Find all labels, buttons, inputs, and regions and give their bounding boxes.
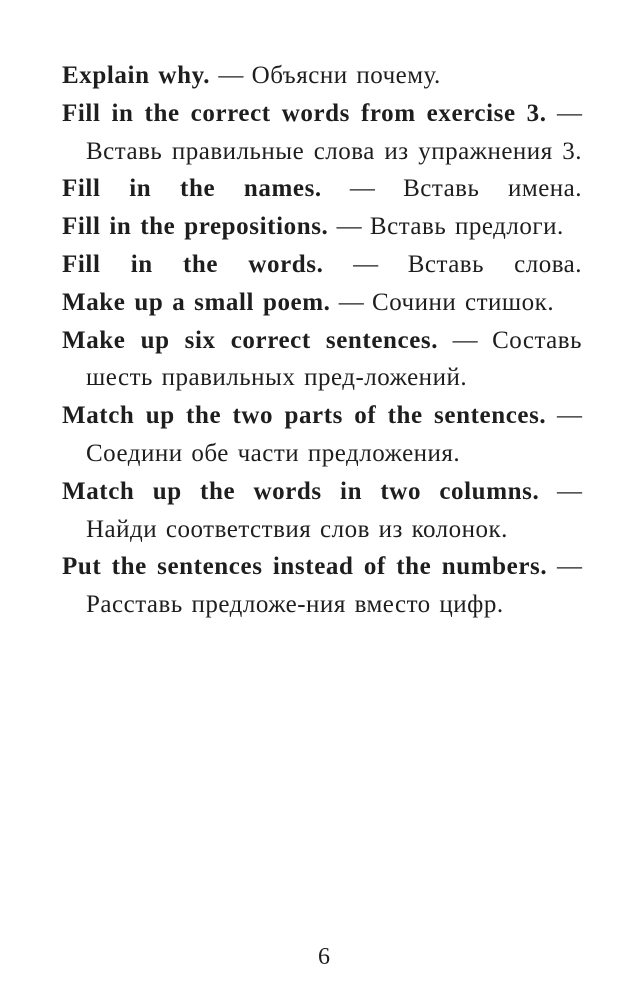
glossary-entry (62, 57, 582, 95)
english-phrase: Put the sentences instead of the numbers. (62, 553, 548, 581)
dash: — (452, 326, 478, 354)
russian-translation: Расставь предложе-ния вместо цифр. (86, 591, 504, 619)
glossary-page (62, 57, 582, 624)
glossary-entry (62, 208, 582, 246)
russian-translation: Сочини стишок. (372, 288, 555, 316)
dash: — (218, 62, 244, 89)
dash: — (349, 175, 375, 203)
english-phrase: Make up six correct sentences. (62, 326, 439, 354)
english-phrase: Match up the two parts of the sentences. (62, 402, 547, 430)
dash: — (557, 477, 583, 505)
glossary-entry (62, 322, 582, 398)
english-phrase: Make up a small poem. (62, 288, 331, 316)
english-phrase: Fill in the prepositions. (62, 213, 329, 241)
russian-translation: Составь шесть правильных пред-ложений. (86, 326, 582, 392)
page-number: 6 (318, 944, 330, 970)
english-phrase: Fill in the words. (62, 250, 324, 278)
dash: — (557, 99, 582, 127)
glossary-entry (62, 473, 582, 549)
glossary-entry (62, 397, 582, 473)
english-phrase: Explain why. (62, 62, 211, 89)
russian-translation: Вставь имена. (403, 175, 583, 203)
russian-translation: Объясни почему. (251, 62, 441, 89)
dash: — (338, 288, 364, 316)
russian-translation: Соедини обе части предложения. (86, 439, 461, 467)
english-phrase: Fill in the correct words from exercise 3. (62, 99, 547, 127)
russian-translation: Вставь предлоги. (369, 213, 564, 241)
dash: — (353, 250, 379, 278)
glossary-entry (62, 246, 582, 284)
glossary-entry (62, 95, 582, 171)
russian-translation: Найди соответствия слов из колонок. (86, 515, 508, 543)
glossary-entry (62, 170, 582, 208)
glossary-entry (62, 548, 582, 624)
dash: — (557, 553, 582, 581)
dash: — (336, 213, 362, 241)
dash: — (557, 402, 582, 430)
russian-translation: Вставь правильные слова из упражнения 3. (86, 137, 582, 165)
english-phrase: Fill in the names. (62, 175, 322, 203)
glossary-entry (62, 284, 582, 322)
english-phrase: Match up the words in two columns. (62, 477, 540, 505)
russian-translation: Вставь слова. (407, 250, 583, 278)
